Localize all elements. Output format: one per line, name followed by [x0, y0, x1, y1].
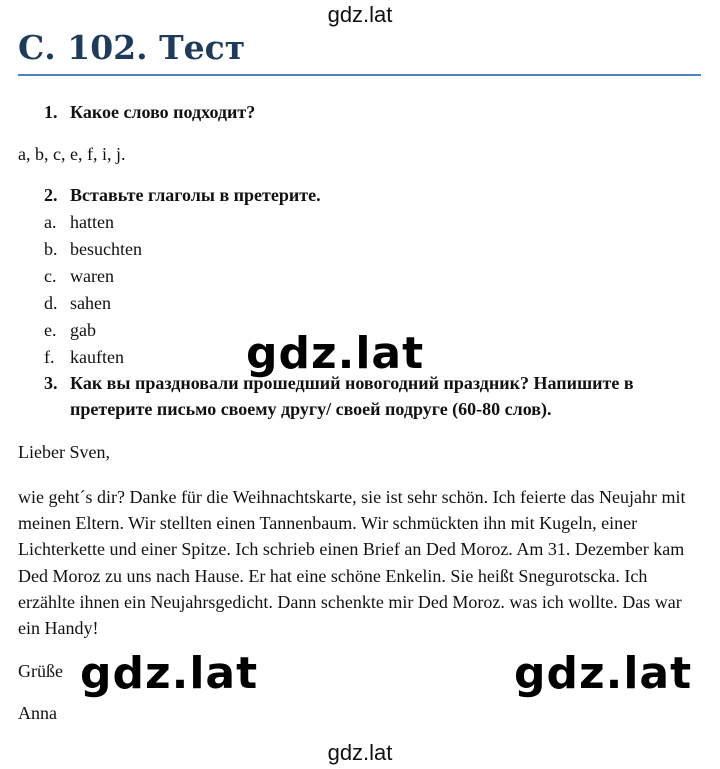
list-item-letter: b.	[44, 239, 58, 259]
question-2-text: Вставьте глаголы в претерите.	[70, 185, 321, 205]
list-item-letter: f.	[44, 347, 55, 367]
question-2	[44, 183, 321, 207]
letter-greeting: Lieber Sven,	[18, 442, 110, 462]
question-3-number: 3.	[44, 373, 58, 393]
title-underline	[18, 74, 701, 76]
watermark-middle: gdz.lat	[246, 328, 425, 379]
question-1-text: Какое слово подходит?	[70, 102, 256, 122]
letter-signature: Anna	[18, 703, 57, 723]
list-item	[44, 318, 142, 345]
list-item-word: hatten	[70, 212, 114, 232]
watermark-bottom-right: gdz.lat	[514, 648, 693, 699]
list-item-word: gab	[70, 320, 96, 340]
letter-closing: Grüße	[18, 661, 63, 681]
page-title: С. 102. Тест	[18, 28, 246, 67]
list-item	[44, 345, 142, 372]
question-1	[44, 100, 255, 124]
question-2-number: 2.	[44, 185, 58, 205]
list-item-letter: d.	[44, 293, 58, 313]
question-1-number: 1.	[44, 102, 58, 122]
question-3-text: Как вы праздновали прошедший новогодний праздник? Напишите в претерите письмо своему другу/ своей подруге (60-80 слов).	[70, 373, 634, 419]
watermark-footer: gdz.lat	[327, 740, 393, 765]
watermark-top: gdz.lat	[327, 2, 393, 27]
watermark-bottom-left: gdz.lat	[80, 648, 259, 699]
list-item-word: sahen	[70, 293, 111, 313]
list-item	[44, 237, 142, 264]
list-item	[44, 291, 142, 318]
list-item-letter: e.	[44, 320, 57, 340]
list-item-word: kauften	[70, 347, 124, 367]
list-item	[44, 210, 142, 237]
letter-body: wie geht´s dir? Danke für die Weihnachtskarte, sie ist sehr schön. Ich feierte das Neujahr mit meinen Eltern. Wir stellten einen Tannenbaum. Wir schmückten ihn mit Kugeln, einer Lichterkette und einer Spitze. Ich schrieb einen Brief an Ded Moroz. Am 31. Dezember kam Ded Moroz zu uns nach Hause. Er hat eine schöne Enkelin. Sie heißt Snegurotscka. Ich erzählte ihnen ein Neujahrsgedicht. Dann schenkte mir Ded Moroz. was ich wollte. Das war ein Handy!	[18, 487, 686, 639]
list-item-letter: c.	[44, 266, 57, 286]
question-1-answer: a, b, c, e, f, i, j.	[18, 144, 126, 164]
list-item-letter: a.	[44, 212, 57, 232]
list-item	[44, 264, 142, 291]
question-2-answer-list	[44, 210, 142, 372]
list-item-word: besuchten	[70, 239, 142, 259]
list-item-word: waren	[70, 266, 114, 286]
